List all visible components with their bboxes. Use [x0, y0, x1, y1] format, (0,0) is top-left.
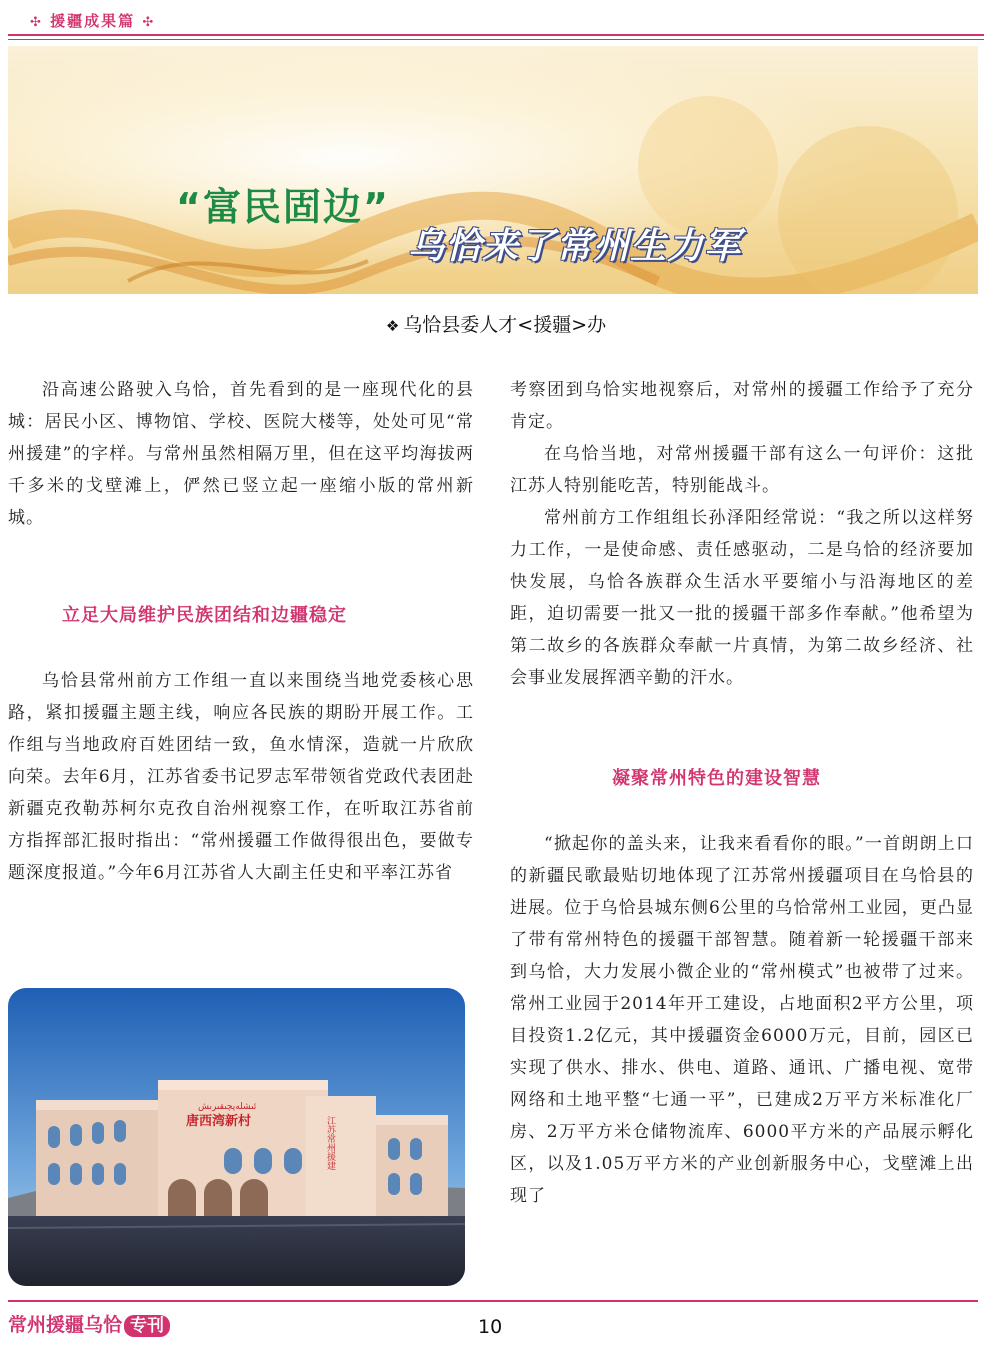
page-number: 10	[478, 1316, 503, 1338]
banner-title: “富民固边”	[176, 185, 390, 229]
byline-text: 乌恰县委人才<援疆>办	[403, 314, 607, 336]
ornament-icon: ✣	[30, 15, 43, 30]
banner-subtitle: 乌恰来了常州生力军	[408, 225, 742, 267]
header-rule-thin	[8, 39, 984, 40]
photo-sign-vertical: 江苏常州援建	[325, 1116, 335, 1170]
body-paragraph: 考察团到乌恰实地视察后，对常州的援疆工作给予了充分肯定。	[510, 380, 974, 432]
header-rule	[8, 34, 984, 36]
right-column-bottom	[510, 828, 974, 1212]
intro-paragraph: 沿高速公路驶入乌恰，首先看到的是一座现代化的县城：居民小区、博物馆、学校、医院大楼等，处处可见“常州援建”的字样。与常州虽然相隔万里，但在这平均海拔两千多米的戈壁滩上，俨然已竖立起一座缩小版的常州新城。	[8, 380, 474, 528]
section-heading-1: 立足大局维护民族团结和边疆稳定	[62, 605, 347, 626]
section-label: 援疆成果篇	[50, 12, 136, 30]
byline	[0, 310, 992, 337]
left-column-intro	[8, 374, 474, 534]
publication-name: 常州援疆乌恰	[8, 1314, 123, 1336]
village-building-photo	[8, 988, 465, 1286]
photo-sign-uyghur: ئىشلەپچىقىرىش	[198, 1102, 257, 1112]
left-column-body	[8, 665, 474, 889]
footer-brand	[8, 1310, 170, 1337]
body-paragraph: 乌恰县常州前方工作组一直以来围绕当地党委核心思路，紧扣援疆主题主线，响应各民族的期盼开展工作。工作组与当地政府百姓团结一致，鱼水情深，造就一片欣欣向荣。去年6月，江苏省委书记罗志军带领省党政代表团赴新疆克孜勒苏柯尔克孜自治州视察工作，在听取江苏省前方指挥部汇报时指出：“常州援疆工作做得很出色，要做专题深度报道。”今年6月江苏省人大副主任史和平率江苏省	[8, 671, 474, 883]
body-paragraph: 常州前方工作组组长孙泽阳经常说：“我之所以这样努力工作，一是使命感、责任感驱动，二是乌恰的经济要加快发展，乌恰各族群众生活水平要缩小与沿海地区的差距，迫切需要一批又一批的援疆干部多作奉献。”他希望为第二故乡的各族群众奉献一片真情，为第二故乡经济、社会事业发展挥洒辛勤的汗水。	[510, 508, 974, 688]
diamond-icon: ❖	[385, 317, 400, 335]
special-issue-badge: 专刊	[124, 1315, 170, 1337]
title-banner	[8, 46, 978, 294]
section-header	[30, 10, 155, 31]
body-paragraph: 在乌恰当地，对常州援疆干部有这么一句评价：这批江苏人特别能吃苦，特别能战斗。	[510, 444, 974, 496]
section-heading-2: 凝聚常州特色的建设智慧	[612, 768, 821, 789]
ornament-icon: ✣	[142, 15, 156, 30]
body-paragraph: “掀起你的盖头来，让我来看看你的眼。”一首朗朗上口的新疆民歌最贴切地体现了江苏常州援疆项目在乌恰县的进展。位于乌恰县城东侧6公里的乌恰常州工业园，更凸显了带有常州特色的援疆干部智慧。随着新一轮援疆干部来到乌恰，大力发展小微企业的“常州模式”也被带了过来。常州工业园于2014年开工建设，占地面积2平方公里，项目投资1.2亿元，其中援疆资金6000万元，目前，园区已实现了供水、排水、供电、道路、通讯、广播电视、宽带网络和土地平整“七通一平”，已建成2万平方米标准化厂房、2万平方米仓储物流库、6000平方米的产品展示孵化区，以及1.05万平方米的产业创新服务中心，戈壁滩上出现了	[510, 834, 974, 1206]
footer-rule	[8, 1300, 978, 1302]
right-column-top	[510, 374, 974, 694]
photo-sign-text: 唐西湾新村	[186, 1114, 252, 1129]
